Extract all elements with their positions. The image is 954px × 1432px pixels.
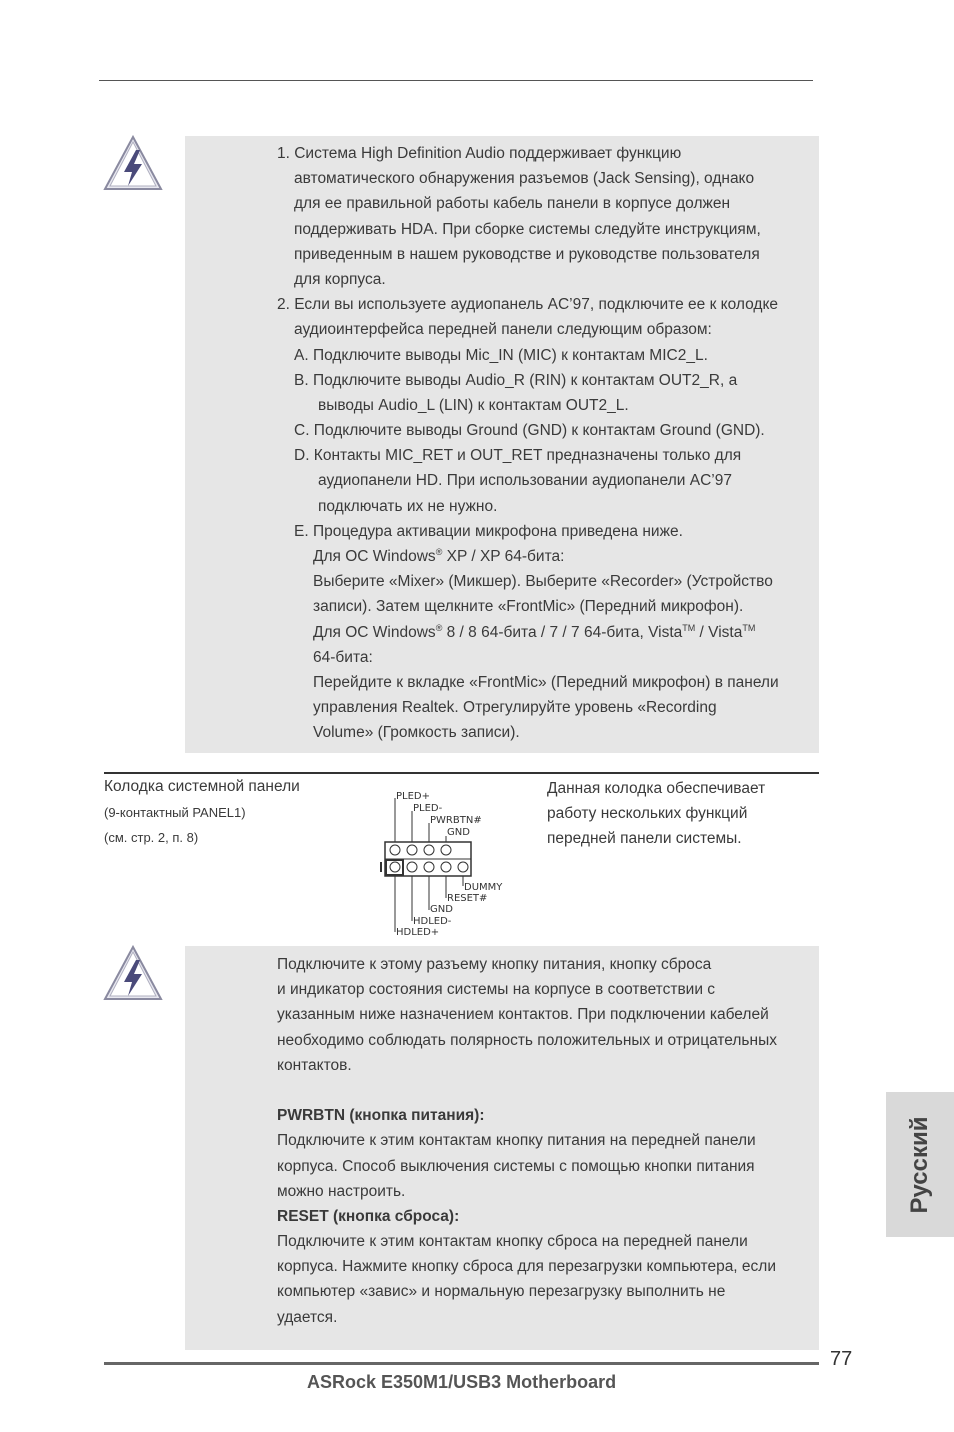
text-line: приведенным в нашем руководстве и руководстве пользователя xyxy=(294,245,760,263)
warning-icon xyxy=(102,944,164,1002)
text-line: корпуса. Способ выключения системы с помощью кнопки питания xyxy=(277,1157,755,1175)
text-line: D. Контакты MIC_RET и OUT_RET предназначены только для xyxy=(294,447,742,465)
text-line: записи). Затем щелкните «FrontMic» (Передний микрофон). xyxy=(313,598,744,616)
audio-notes xyxy=(277,141,779,746)
pin-label-hdled-plus: HDLED+ xyxy=(396,927,440,938)
text-line: подключать их не нужно. xyxy=(318,497,498,515)
text-fragment: Для ОС Windows xyxy=(313,623,436,641)
text-line: 1. Система High Definition Audio поддерживает функцию xyxy=(277,145,682,162)
pin-label-gnd-top: GND xyxy=(447,827,470,838)
text-line: A. Подключите выводы Mic_IN (MIC) к контактам MIC2_L. xyxy=(294,346,708,364)
text-line: компьютер «завис» и нормальную перезагрузку выполнить не xyxy=(277,1283,726,1301)
text-line: автоматического обнаружения разъемов (Jack Sensing), однако xyxy=(294,170,755,188)
registered-mark: ® xyxy=(435,622,443,633)
panel-notes xyxy=(277,952,777,1330)
top-rule xyxy=(99,80,813,81)
text-line: Подключите к этим контактам кнопку питания на передней панели xyxy=(277,1132,756,1150)
text-line: Перейдите к вкладке «FrontMic» (Передний микрофон) в панели xyxy=(313,673,779,691)
text-line: контактов. xyxy=(277,1056,352,1074)
text-line: передней панели системы. xyxy=(547,830,742,848)
text-line: для ее правильной работы кабель панели в корпусе должен xyxy=(294,195,731,213)
text-line: работу нескольких функций xyxy=(547,805,748,823)
text-line: Подключите к этим контактам кнопку сброса на передней панели xyxy=(277,1233,748,1251)
text-line: Выберите «Mixer» (Микшер). Выберите «Recorder» (Устройство xyxy=(313,573,773,591)
header-title: Колодка системной панели xyxy=(104,778,300,795)
text-line: аудиоинтерфейса передней панели следующим образом: xyxy=(294,321,712,339)
header-page-ref: (см. стр. 2, п. 8) xyxy=(104,830,199,845)
text-line: корпуса. Нажмите кнопку сброса для перезагрузки компьютера, если xyxy=(277,1258,776,1276)
text-line: Подключите к этому разъему кнопку питания, кнопку сброса xyxy=(277,956,712,973)
pin-label-gnd-bottom: GND xyxy=(430,904,453,915)
pwrbtn-heading: PWRBTN (кнопка питания): xyxy=(277,1107,485,1125)
text-line: удается. xyxy=(277,1308,338,1326)
header-description xyxy=(547,776,765,852)
text-fragment: Для ОС Windows xyxy=(313,548,436,565)
text-line: 64-бита: xyxy=(313,648,373,666)
text-line: выводы Audio_L (LIN) к контактам OUT2_L. xyxy=(318,396,629,414)
text-line: необходимо соблюдать полярность положительных и отрицательных xyxy=(277,1031,777,1049)
text-line: Volume» (Громкость записи). xyxy=(313,724,520,742)
text-line: E. Процедура активации микрофона приведена ниже. xyxy=(294,522,683,540)
footer-title: ASRock E350M1/USB3 Motherboard xyxy=(307,1372,617,1392)
page-number: 77 xyxy=(830,1348,853,1370)
text-line: поддерживать HDA. При сборке системы следуйте инструкциям, xyxy=(294,220,761,238)
trademark-mark: TM xyxy=(742,622,756,633)
text-line: для корпуса. xyxy=(294,270,386,288)
pin-label-hdled-minus: HDLED- xyxy=(413,916,452,927)
text-line: указанным ниже назначением контактов. При подключении кабелей xyxy=(277,1006,769,1024)
registered-mark: ® xyxy=(435,547,443,557)
text-line: 2. Если вы используете аудиопанель AC’97, подключите ее к колодке xyxy=(277,296,779,314)
bottom-rule xyxy=(104,1362,819,1365)
text-line: аудиопанели HD. При использовании аудиопанели AC’97 xyxy=(318,472,732,490)
language-tab xyxy=(886,1092,954,1237)
pin-label-dummy: DUMMY xyxy=(464,882,503,893)
text-line: Данная колодка обеспечивает xyxy=(547,780,766,797)
text-line: и индикатор состояния системы на корпусе в соответствии с xyxy=(277,981,716,999)
warning-icon xyxy=(102,134,164,192)
pin-label-pled-minus: PLED- xyxy=(413,803,443,814)
text-fragment: 8 / 8 64-бита / 7 / 7 64-бита, Vista xyxy=(442,623,683,641)
section-rule xyxy=(104,772,819,774)
text-line: B. Подключите выводы Audio_R (RIN) к контактам OUT2_R, а xyxy=(294,371,738,389)
text-line: можно настроить. xyxy=(277,1182,406,1200)
text-line: управления Realtek. Отрегулируйте уровень «Recording xyxy=(313,699,717,717)
panel-header-diagram xyxy=(375,786,515,938)
text-line xyxy=(277,620,779,645)
text-line: C. Подключите выводы Ground (GND) к контактам Ground (GND). xyxy=(294,422,765,440)
header-connector-name: (9-контактный PANEL1) xyxy=(104,805,246,820)
spacer xyxy=(277,1078,777,1103)
pin-label-pled-plus: PLED+ xyxy=(396,791,430,802)
text-line xyxy=(277,544,779,569)
trademark-mark: TM xyxy=(682,622,696,633)
pin-label-pwrbtn: PWRBTN# xyxy=(430,815,482,826)
language-label: Русский xyxy=(906,1116,933,1213)
text-fragment: / Vista xyxy=(695,623,743,641)
pin-label-reset: RESET# xyxy=(447,893,488,904)
reset-heading: RESET (кнопка сброса): xyxy=(277,1207,460,1225)
text-fragment: XP / XP 64-бита: xyxy=(442,548,565,565)
